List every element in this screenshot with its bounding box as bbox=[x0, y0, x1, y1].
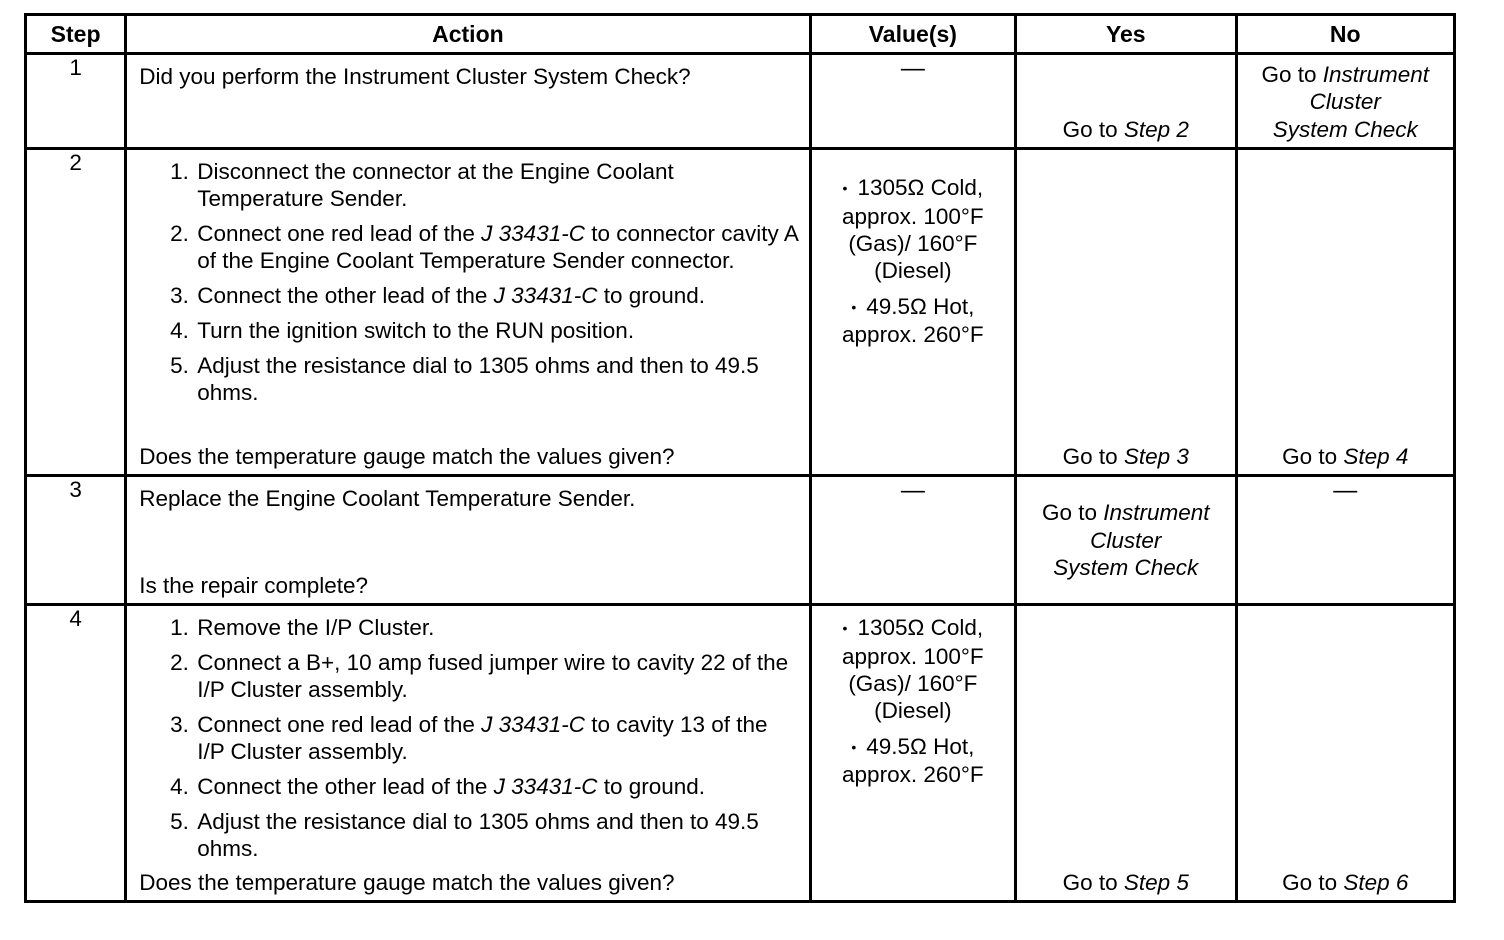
yes-goto-target: Step 2 bbox=[1123, 117, 1189, 142]
no-goto-prefix: Go to bbox=[1282, 444, 1338, 469]
step-number: 1 bbox=[26, 54, 126, 149]
value-cell bbox=[810, 476, 1015, 605]
step-number: 3 bbox=[26, 476, 126, 605]
no-goto-prefix: Go to bbox=[1261, 61, 1317, 87]
yes-cell bbox=[1016, 605, 1236, 902]
no-none: — bbox=[1333, 477, 1358, 504]
no-goto-target: Cluster bbox=[1309, 89, 1381, 114]
step-number: 4 bbox=[26, 605, 126, 902]
value-none: — bbox=[900, 477, 925, 504]
instruction-item: 1. Disconnect the connector at the Engine Coolant Temperature Sender. bbox=[195, 158, 800, 212]
value-list bbox=[812, 606, 1014, 789]
no-cell bbox=[1236, 605, 1455, 902]
table-row bbox=[26, 54, 1455, 149]
yes-cell bbox=[1016, 149, 1236, 476]
yes-goto-target: Step 5 bbox=[1123, 870, 1189, 895]
yes-goto-prefix: Go to bbox=[1062, 117, 1118, 142]
yes-cell bbox=[1016, 476, 1236, 605]
yes-goto bbox=[1017, 443, 1234, 470]
yes-goto-target: Cluster bbox=[1090, 527, 1162, 553]
instruction-item: 4. Connect the other lead of the J 33431-C to ground. bbox=[195, 773, 800, 800]
action-question: Did you perform the Instrument Cluster System Check? bbox=[139, 64, 691, 89]
header-step: Step bbox=[26, 15, 126, 54]
value-item: • 49.5Ω Hot, approx. 260°F bbox=[842, 733, 984, 788]
instruction-list bbox=[139, 614, 800, 862]
no-goto-prefix: Go to bbox=[1282, 870, 1338, 895]
tool-name: J 33431-C bbox=[493, 774, 598, 799]
value-list bbox=[812, 150, 1014, 349]
instruction-item: 2. Connect one red lead of the J 33431-C to connector cavity A of the Engine Coolant Temperature Sender connector. bbox=[195, 220, 800, 274]
instruction-list bbox=[139, 158, 800, 406]
yes-goto bbox=[1017, 869, 1234, 896]
value-item: • 1305Ω Cold, approx. 100°F (Gas)/ 160°F (Diesel) bbox=[842, 175, 984, 284]
table-row bbox=[26, 605, 1455, 902]
instruction-item: 3. Connect the other lead of the J 33431-C to ground. bbox=[195, 282, 800, 309]
value-cell bbox=[810, 149, 1015, 476]
no-goto bbox=[1238, 869, 1454, 896]
value-cell bbox=[810, 605, 1015, 902]
yes-goto-target: Step 3 bbox=[1123, 444, 1189, 469]
no-goto-target: Instrument bbox=[1322, 61, 1430, 87]
no-goto-target: Step 6 bbox=[1343, 870, 1409, 895]
header-values: Value(s) bbox=[810, 15, 1015, 54]
tool-name: J 33431-C bbox=[481, 221, 585, 246]
no-cell bbox=[1236, 149, 1455, 476]
yes-goto bbox=[1017, 499, 1234, 582]
action-cell bbox=[126, 54, 810, 149]
instruction-item: 2. Connect a B+, 10 amp fused jumper wire to cavity 22 of the I/P Cluster assembly. bbox=[195, 649, 800, 703]
instruction-item: 4. Turn the ignition switch to the RUN position. bbox=[195, 317, 800, 344]
instruction-item: 3. Connect one red lead of the J 33431-C to cavity 13 of the I/P Cluster assembly. bbox=[195, 711, 800, 765]
tool-name: J 33431-C bbox=[493, 283, 598, 308]
value-none: — bbox=[900, 55, 925, 82]
value-cell bbox=[810, 54, 1015, 149]
tool-name: J 33431-C bbox=[481, 712, 585, 737]
action-cell bbox=[126, 476, 810, 605]
action-cell bbox=[126, 605, 810, 902]
header-row bbox=[26, 15, 1455, 54]
table-row bbox=[26, 476, 1455, 605]
action-cell bbox=[126, 149, 810, 476]
no-goto bbox=[1238, 443, 1454, 470]
no-cell bbox=[1236, 476, 1455, 605]
yes-goto-prefix: Go to bbox=[1041, 499, 1097, 525]
action-question: Does the temperature gauge match the values given? bbox=[139, 870, 675, 895]
yes-goto-prefix: Go to bbox=[1062, 870, 1118, 895]
yes-goto-prefix: Go to bbox=[1062, 444, 1118, 469]
yes-goto-target: System Check bbox=[1053, 554, 1199, 580]
yes-goto bbox=[1017, 116, 1234, 143]
action-question: Does the temperature gauge match the values given? bbox=[139, 444, 675, 469]
header-yes: Yes bbox=[1016, 15, 1236, 54]
action-question: Is the repair complete? bbox=[139, 573, 369, 598]
no-goto-target: Step 4 bbox=[1343, 444, 1409, 469]
header-action: Action bbox=[126, 15, 810, 54]
value-item: • 49.5Ω Hot, approx. 260°F bbox=[842, 293, 984, 348]
diagnostic-table bbox=[24, 13, 1456, 903]
step-number: 2 bbox=[26, 149, 126, 476]
value-item: • 1305Ω Cold, approx. 100°F (Gas)/ 160°F (Diesel) bbox=[842, 615, 984, 724]
no-goto-target: System Check bbox=[1272, 116, 1418, 142]
no-cell bbox=[1236, 54, 1455, 149]
yes-goto-target: Instrument bbox=[1103, 499, 1210, 525]
table-row bbox=[26, 149, 1455, 476]
yes-cell bbox=[1016, 54, 1236, 149]
action-instruction: Replace the Engine Coolant Temperature Sender. bbox=[139, 486, 636, 511]
no-goto bbox=[1238, 61, 1454, 144]
header-no: No bbox=[1236, 15, 1455, 54]
instruction-item: 1. Remove the I/P Cluster. bbox=[195, 614, 800, 641]
instruction-item: 5. Adjust the resistance dial to 1305 ohms and then to 49.5 ohms. bbox=[195, 808, 800, 862]
instruction-item: 5. Adjust the resistance dial to 1305 ohms and then to 49.5 ohms. bbox=[195, 352, 800, 406]
